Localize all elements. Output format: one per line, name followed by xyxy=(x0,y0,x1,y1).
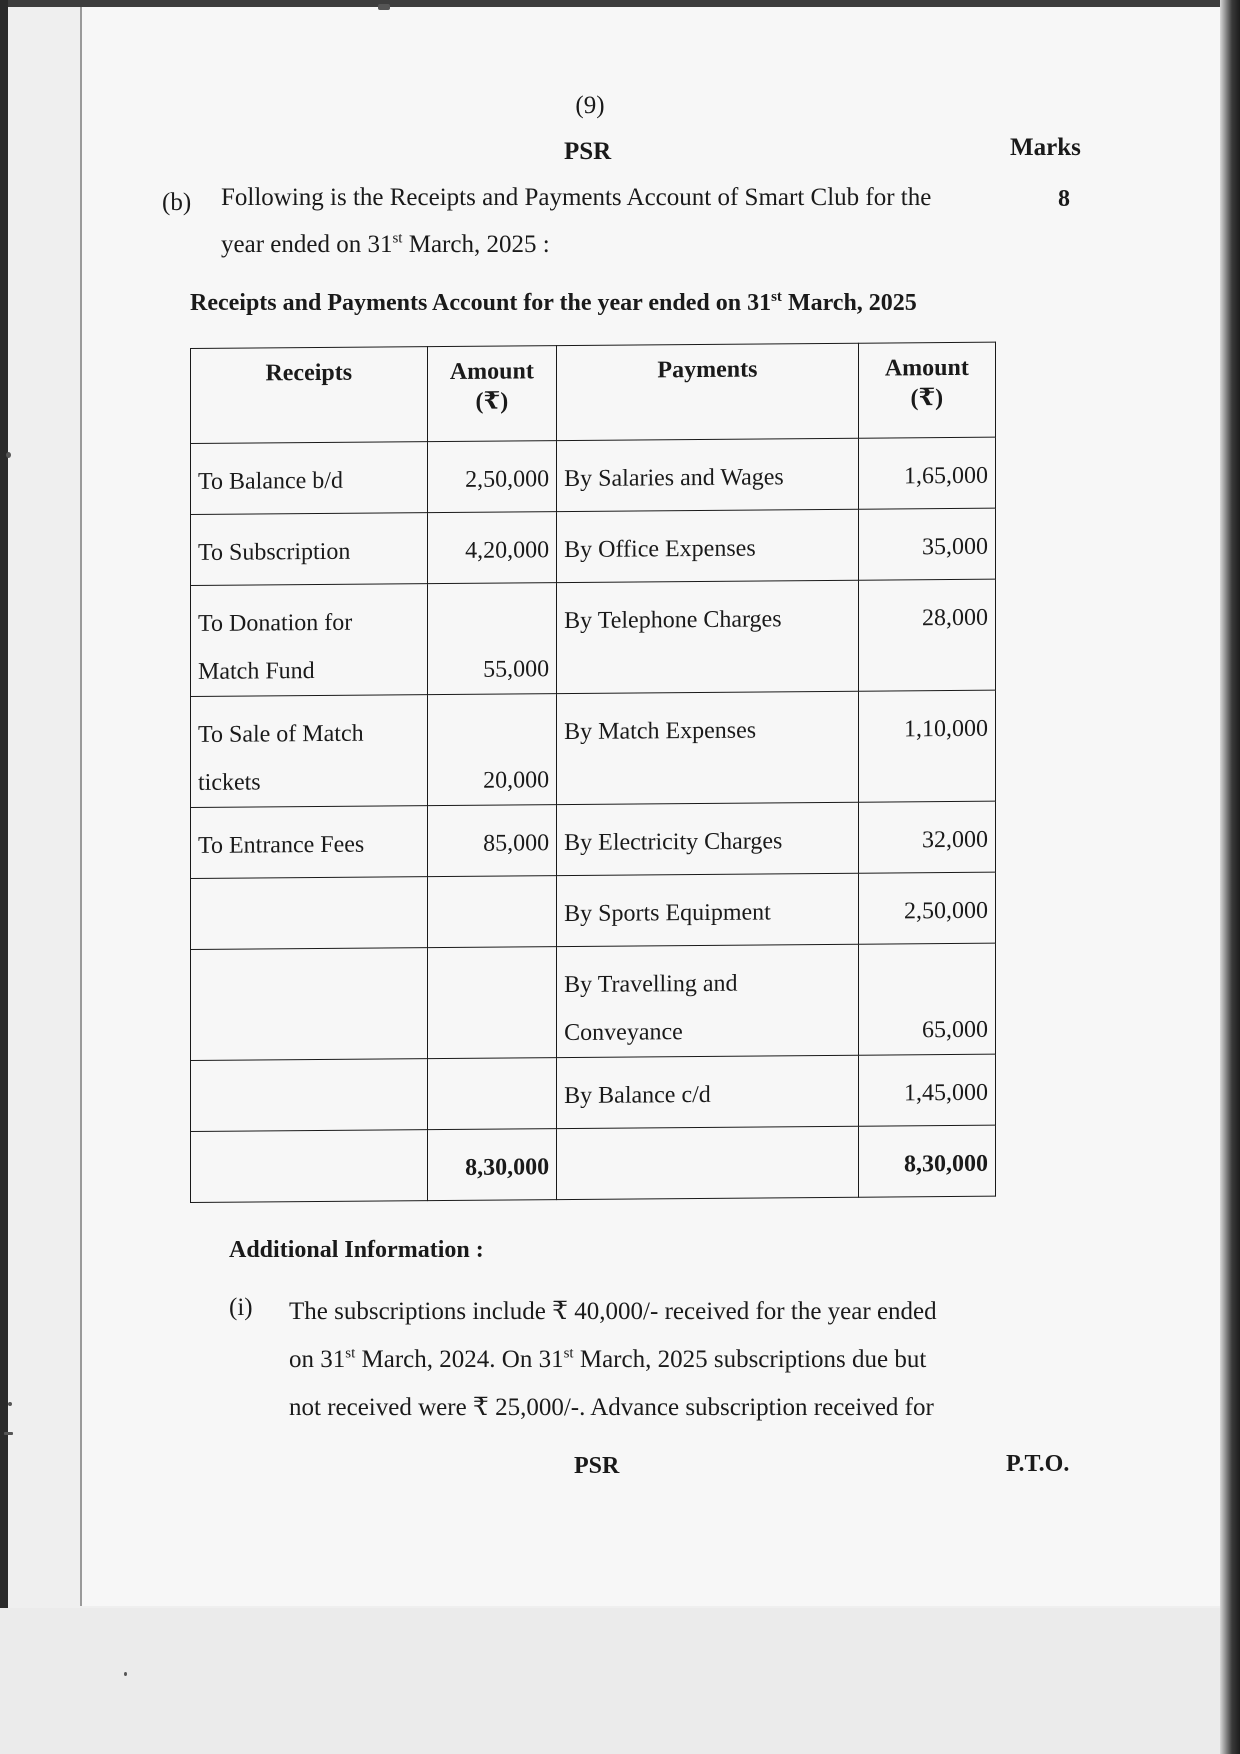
payment-cell: By Match Expenses xyxy=(557,691,859,804)
payment-cell: By Office Expenses xyxy=(557,509,859,582)
info-line1: The subscriptions include ₹ 40,000/- received for the year ended xyxy=(289,1298,937,1325)
receipt-amount-cell: 85,000 xyxy=(427,805,557,877)
table-row xyxy=(191,943,996,1060)
paper-code-top: PSR xyxy=(564,138,612,165)
question-text-line1: Following is the Receipts and Payments Account of Smart Club for the xyxy=(221,184,932,211)
receipt-cell: To Donation for Match Fund xyxy=(191,584,428,697)
question-text-line2: year ended on 31st March, 2025 : xyxy=(221,230,550,258)
total-receipts: 8,30,000 xyxy=(427,1129,557,1201)
scan-bottom-margin xyxy=(0,1608,1225,1754)
receipt-cell xyxy=(191,1059,428,1132)
scan-speck xyxy=(8,1402,12,1406)
receipt-amount-cell xyxy=(427,947,557,1059)
marks-value: 8 xyxy=(1058,186,1070,212)
receipt-cell xyxy=(191,948,428,1061)
receipt-cell: To Balance b/d xyxy=(191,442,428,515)
header-receipts: Receipts xyxy=(191,347,428,444)
receipt-amount-cell: 20,000 xyxy=(427,694,557,806)
scan-right-edge xyxy=(1220,0,1240,1754)
additional-info-heading: Additional Information : xyxy=(229,1237,484,1263)
scan-speck xyxy=(378,4,390,10)
question-label: (b) xyxy=(162,189,192,216)
payment-cell: By Telephone Charges xyxy=(557,580,859,693)
table-row xyxy=(191,579,996,696)
table-row xyxy=(191,690,996,807)
table-total-row xyxy=(191,1125,996,1202)
receipts-payments-table xyxy=(190,342,996,1203)
payment-amount-cell: 28,000 xyxy=(858,579,995,691)
total-payments-label xyxy=(557,1126,859,1199)
payment-cell: By Travelling and Conveyance xyxy=(557,944,859,1057)
account-title: Receipts and Payments Account for the year ended on 31st March, 2025 xyxy=(190,289,917,316)
receipt-amount-cell xyxy=(427,876,557,948)
payment-amount-cell: 65,000 xyxy=(858,943,995,1055)
table-row xyxy=(191,872,996,949)
info-line3: not received were ₹ 25,000/-. Advance subscription received for xyxy=(289,1394,934,1421)
page-number: (9) xyxy=(575,92,605,119)
receipt-amount-cell xyxy=(427,1058,557,1130)
total-payments: 8,30,000 xyxy=(858,1125,995,1197)
receipt-cell xyxy=(191,877,428,950)
payment-cell: By Salaries and Wages xyxy=(557,438,859,511)
receipt-amount-cell: 55,000 xyxy=(427,583,557,695)
info-line2: on 31st March, 2024. On 31st March, 2025 subscriptions due but xyxy=(289,1345,927,1373)
scan-speck xyxy=(4,1432,13,1435)
payment-amount-cell: 1,45,000 xyxy=(858,1054,995,1126)
payment-amount-cell: 1,65,000 xyxy=(858,437,995,509)
scan-top-edge xyxy=(0,0,1240,7)
receipt-amount-cell: 4,20,000 xyxy=(427,512,557,584)
payment-amount-cell: 2,50,000 xyxy=(858,872,995,944)
header-payments-amount: Amount (₹) xyxy=(858,342,995,438)
table-row xyxy=(191,508,996,585)
payment-cell: By Electricity Charges xyxy=(557,802,859,875)
info-item-text xyxy=(289,1288,1009,1432)
scan-left-edge xyxy=(0,0,8,1610)
table-row xyxy=(191,437,996,514)
payment-cell: By Balance c/d xyxy=(557,1055,859,1128)
paper-code-bottom: PSR xyxy=(574,1453,620,1479)
info-item-label: (i) xyxy=(229,1294,253,1321)
header-payments: Payments xyxy=(557,343,859,440)
table-header-row xyxy=(191,342,996,443)
scan-speck xyxy=(6,452,11,458)
payment-cell: By Sports Equipment xyxy=(557,873,859,946)
pto-label: P.T.O. xyxy=(1006,1451,1070,1477)
table-row xyxy=(191,1054,996,1131)
total-receipts-label xyxy=(191,1130,428,1203)
payment-amount-cell: 32,000 xyxy=(858,801,995,873)
table-row xyxy=(191,801,996,878)
receipt-cell: To Subscription xyxy=(191,513,428,586)
payment-amount-cell: 35,000 xyxy=(858,508,995,580)
marks-label: Marks xyxy=(1010,134,1081,161)
scan-speck xyxy=(124,1672,127,1676)
header-receipts-amount: Amount (₹) xyxy=(427,346,557,442)
payment-amount-cell: 1,10,000 xyxy=(858,690,995,802)
receipt-cell: To Sale of Match tickets xyxy=(191,695,428,808)
receipt-amount-cell: 2,50,000 xyxy=(427,441,557,513)
receipt-cell: To Entrance Fees xyxy=(191,806,428,879)
